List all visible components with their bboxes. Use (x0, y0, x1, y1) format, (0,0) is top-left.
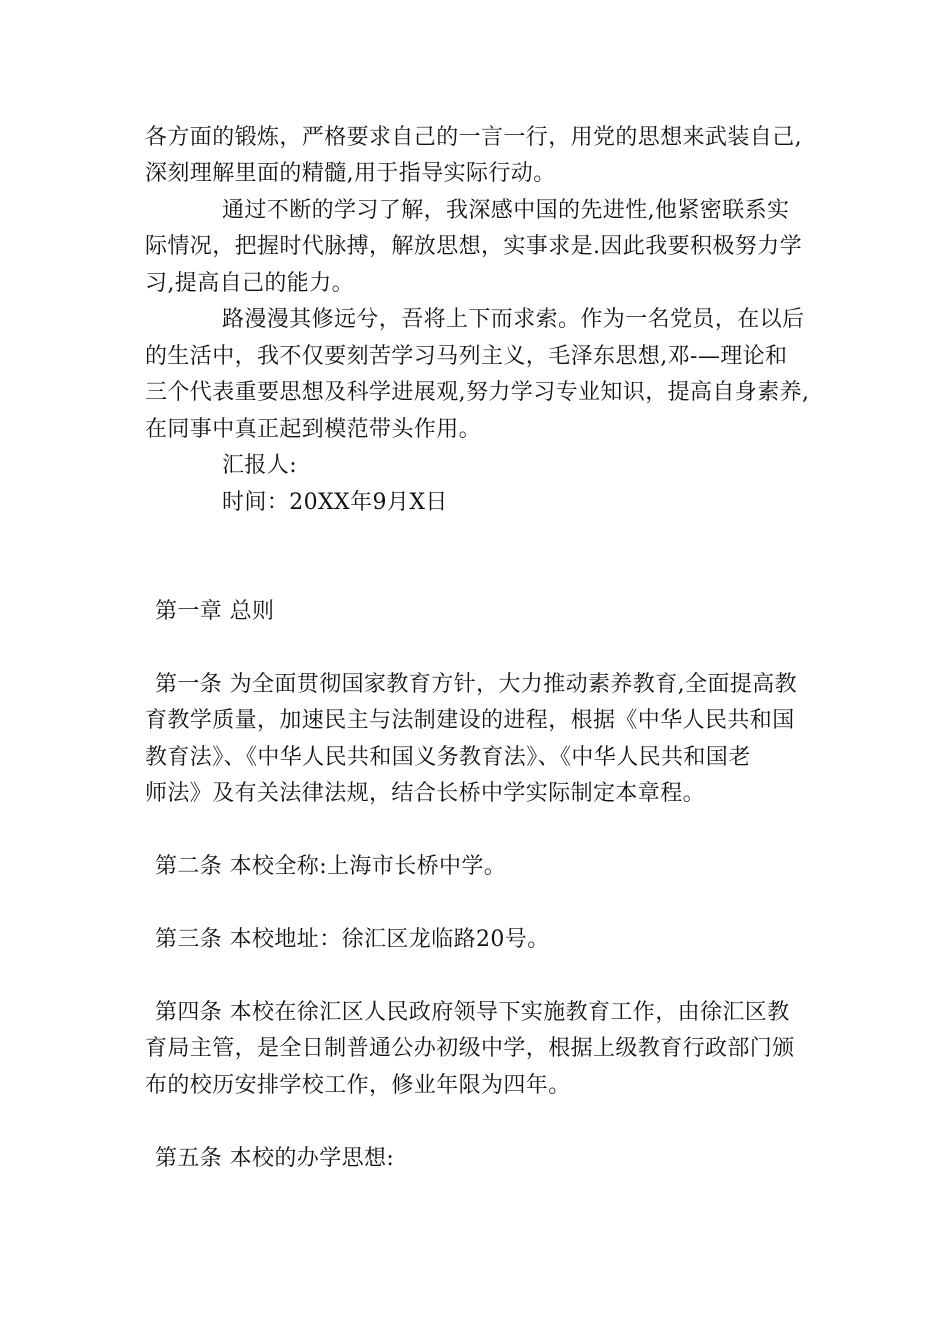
article-1-line-2: 育教学质量，加速民主与法制建设的进程，根据《中华人民共和国 (145, 708, 795, 733)
article-2: 第二条 本校全称:上海市长桥中学。 (155, 854, 507, 879)
article-4-line-2: 育局主管，是全日制普通公办初级中学，根据上级教育行政部门颁 (145, 1036, 795, 1061)
article-1-line-4: 师法》及有关法律法规，结合长桥中学实际制定本章程。 (145, 781, 706, 806)
report-paragraph-1-line-2: 深刻理解里面的精髓,用于指导实际行动。 (145, 161, 556, 186)
report-date: 时间：20XX年9月X日 (222, 490, 448, 515)
report-paragraph-2-line-1: 通过不断的学习了解，我深感中国的先进性,他紧密联系实 (222, 198, 790, 223)
article-1-line-1: 第一条 为全面贯彻国家教育方针，大力推动素养教育,全面提高教 (155, 672, 797, 697)
report-paragraph-2-line-2: 际情况，把握时代脉搏，解放思想，实事求是.因此我要积极努力学 (145, 234, 802, 259)
article-3: 第三条 本校地址：徐汇区龙临路20号。 (155, 927, 550, 952)
report-paragraph-3-line-3: 三个代表重要思想及科学进展观,努力学习专业知识，提高自身素养, (145, 380, 810, 405)
article-1-line-3: 教育法》、《中华人民共和国义务教育法》、《中华人民共和国老 (145, 745, 751, 770)
article-4-line-3: 布的校历安排学校工作，修业年限为四年。 (145, 1073, 571, 1098)
chapter-heading: 第一章 总则 (155, 599, 275, 624)
report-paragraph-3-line-2: 的生活中，我不仅要刻苦学习马列主义，毛泽东思想,邓-—理论和 (145, 344, 788, 369)
article-5: 第五条 本校的办学思想: (155, 1146, 395, 1171)
report-paragraph-3-line-4: 在同事中真正起到模范带头作用。 (145, 417, 482, 442)
report-paragraph-1-line-1: 各方面的锻炼，严格要求自己的一言一行，用党的思想来武装自己, (145, 125, 802, 150)
report-paragraph-3-line-1: 路漫漫其修远兮，吾将上下而求索。作为一名党员，在以后 (222, 307, 805, 332)
reporter-label: 汇报人: (222, 453, 298, 478)
article-4-line-1: 第四条 本校在徐汇区人民政府领导下实施教育工作，由徐汇区教 (155, 1000, 790, 1025)
report-paragraph-2-line-3: 习,提高自己的能力。 (145, 271, 354, 296)
